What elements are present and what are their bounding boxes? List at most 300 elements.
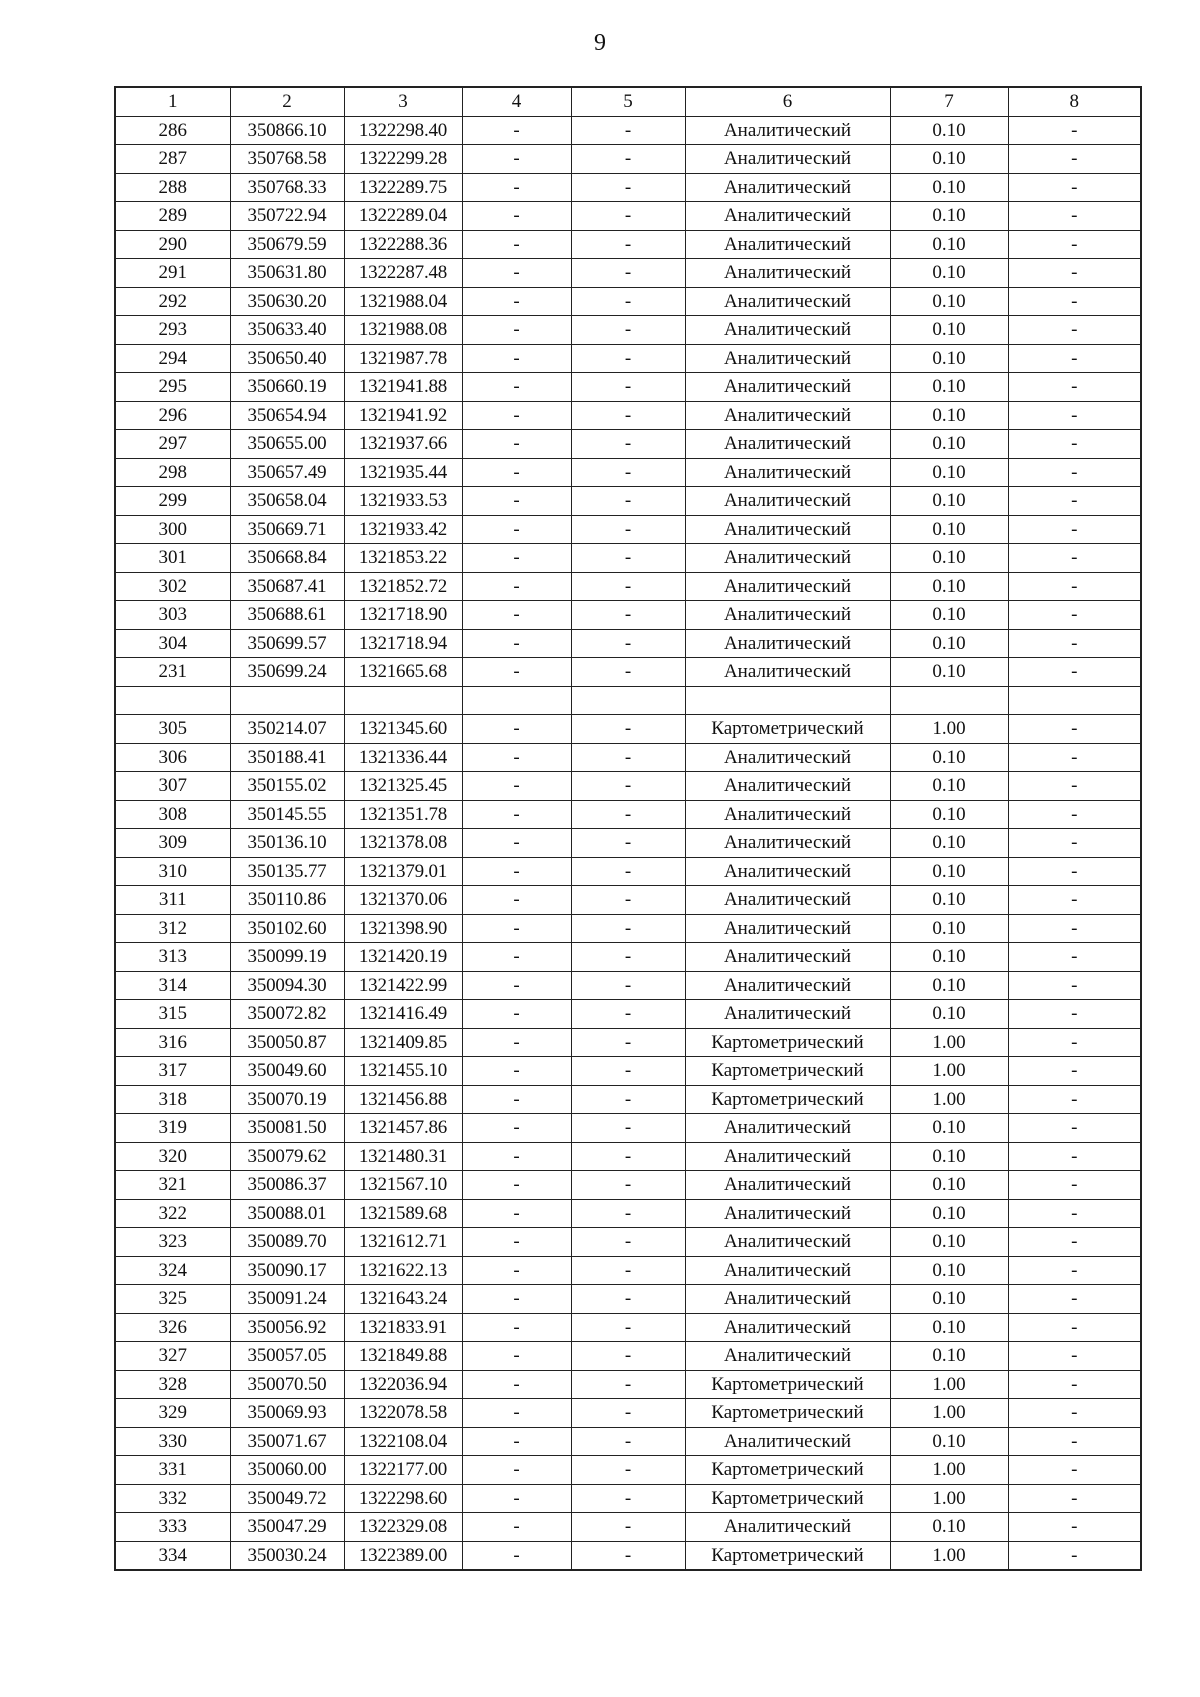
point-number-cell: 297 — [115, 430, 230, 459]
col5-cell: - — [571, 1142, 685, 1171]
x-coordinate-cell: 350188.41 — [230, 743, 344, 772]
col8-cell: - — [1008, 515, 1141, 544]
accuracy-cell: 0.10 — [890, 373, 1008, 402]
x-coordinate-cell: 350069.93 — [230, 1399, 344, 1428]
col4-cell: - — [462, 1484, 571, 1513]
x-coordinate-cell: 350660.19 — [230, 373, 344, 402]
x-coordinate-cell: 350099.19 — [230, 943, 344, 972]
table-row — [115, 800, 1141, 829]
col8-cell: - — [1008, 1484, 1141, 1513]
accuracy-cell: 0.10 — [890, 116, 1008, 145]
y-coordinate-cell: 1321988.04 — [344, 287, 462, 316]
col8-cell: - — [1008, 173, 1141, 202]
point-number-cell: 317 — [115, 1057, 230, 1086]
col4-cell: - — [462, 515, 571, 544]
x-coordinate-cell: 350102.60 — [230, 914, 344, 943]
point-number-cell: 293 — [115, 316, 230, 345]
accuracy-cell: 0.10 — [890, 458, 1008, 487]
col5-cell: - — [571, 772, 685, 801]
table-row — [115, 487, 1141, 516]
table-row — [115, 1199, 1141, 1228]
y-coordinate-cell: 1321378.08 — [344, 829, 462, 858]
accuracy-cell: 0.10 — [890, 173, 1008, 202]
x-coordinate-cell: 350657.49 — [230, 458, 344, 487]
col5-cell: - — [571, 1256, 685, 1285]
accuracy-cell: 0.10 — [890, 943, 1008, 972]
method-cell: Аналитический — [685, 1199, 890, 1228]
table-row — [115, 857, 1141, 886]
y-coordinate-cell: 1321457.86 — [344, 1114, 462, 1143]
col8-cell: - — [1008, 800, 1141, 829]
header-cell-7: 7 — [890, 87, 1008, 116]
y-coordinate-cell: 1321853.22 — [344, 544, 462, 573]
col5-cell: - — [571, 544, 685, 573]
y-coordinate-cell: 1321849.88 — [344, 1342, 462, 1371]
col4-cell: - — [462, 1028, 571, 1057]
y-coordinate-cell: 1321941.88 — [344, 373, 462, 402]
accuracy-cell: 1.00 — [890, 1028, 1008, 1057]
col4-cell: - — [462, 601, 571, 630]
method-cell: Аналитический — [685, 1000, 890, 1029]
col5-cell: - — [571, 1513, 685, 1542]
table-row — [115, 344, 1141, 373]
point-number-cell: 322 — [115, 1199, 230, 1228]
point-number-cell: 287 — [115, 145, 230, 174]
table-row — [115, 1342, 1141, 1371]
accuracy-cell: 0.10 — [890, 145, 1008, 174]
x-coordinate-cell: 350072.82 — [230, 1000, 344, 1029]
table-row — [115, 1142, 1141, 1171]
col4-cell: - — [462, 116, 571, 145]
col5-cell: - — [571, 971, 685, 1000]
method-cell: Аналитический — [685, 1285, 890, 1314]
y-coordinate-cell: 1321612.71 — [344, 1228, 462, 1257]
y-coordinate-cell — [344, 686, 462, 715]
x-coordinate-cell: 350214.07 — [230, 715, 344, 744]
x-coordinate-cell: 350071.67 — [230, 1427, 344, 1456]
col8-cell: - — [1008, 971, 1141, 1000]
x-coordinate-cell: 350070.50 — [230, 1370, 344, 1399]
table-row — [115, 1085, 1141, 1114]
col4-cell: - — [462, 1228, 571, 1257]
method-cell: Картометрический — [685, 1484, 890, 1513]
point-number-cell: 310 — [115, 857, 230, 886]
method-cell: Картометрический — [685, 1057, 890, 1086]
y-coordinate-cell: 1321480.31 — [344, 1142, 462, 1171]
x-coordinate-cell: 350049.72 — [230, 1484, 344, 1513]
col5-cell: - — [571, 1313, 685, 1342]
table-row — [115, 1456, 1141, 1485]
method-cell: Аналитический — [685, 430, 890, 459]
col5-cell: - — [571, 316, 685, 345]
col4-cell: - — [462, 772, 571, 801]
table-row — [115, 544, 1141, 573]
point-number-cell: 288 — [115, 173, 230, 202]
method-cell: Аналитический — [685, 316, 890, 345]
col8-cell: - — [1008, 1171, 1141, 1200]
y-coordinate-cell: 1321718.94 — [344, 629, 462, 658]
x-coordinate-cell — [230, 686, 344, 715]
x-coordinate-cell: 350679.59 — [230, 230, 344, 259]
x-coordinate-cell: 350050.87 — [230, 1028, 344, 1057]
x-coordinate-cell: 350086.37 — [230, 1171, 344, 1200]
col4-cell: - — [462, 316, 571, 345]
y-coordinate-cell: 1322288.36 — [344, 230, 462, 259]
method-cell: Картометрический — [685, 1370, 890, 1399]
header-cell-3: 3 — [344, 87, 462, 116]
method-cell: Аналитический — [685, 800, 890, 829]
table-row — [115, 971, 1141, 1000]
point-number-cell: 333 — [115, 1513, 230, 1542]
method-cell: Аналитический — [685, 202, 890, 231]
table-row — [115, 1427, 1141, 1456]
accuracy-cell: 0.10 — [890, 544, 1008, 573]
method-cell: Аналитический — [685, 401, 890, 430]
method-cell: Аналитический — [685, 1342, 890, 1371]
col8-cell: - — [1008, 1000, 1141, 1029]
col5-cell: - — [571, 1370, 685, 1399]
col5-cell: - — [571, 1456, 685, 1485]
x-coordinate-cell: 350688.61 — [230, 601, 344, 630]
x-coordinate-cell: 350768.33 — [230, 173, 344, 202]
method-cell: Аналитический — [685, 601, 890, 630]
col5-cell: - — [571, 401, 685, 430]
point-number-cell: 316 — [115, 1028, 230, 1057]
col8-cell: - — [1008, 145, 1141, 174]
method-cell: Аналитический — [685, 344, 890, 373]
y-coordinate-cell: 1321456.88 — [344, 1085, 462, 1114]
method-cell: Картометрический — [685, 1399, 890, 1428]
x-coordinate-cell: 350091.24 — [230, 1285, 344, 1314]
col5-cell: - — [571, 829, 685, 858]
accuracy-cell: 0.10 — [890, 914, 1008, 943]
col8-cell: - — [1008, 857, 1141, 886]
col5-cell: - — [571, 259, 685, 288]
x-coordinate-cell: 350155.02 — [230, 772, 344, 801]
accuracy-cell: 0.10 — [890, 344, 1008, 373]
col8-cell: - — [1008, 601, 1141, 630]
x-coordinate-cell: 350135.77 — [230, 857, 344, 886]
point-number-cell: 289 — [115, 202, 230, 231]
table-row — [115, 1114, 1141, 1143]
point-number-cell: 302 — [115, 572, 230, 601]
accuracy-cell: 1.00 — [890, 1456, 1008, 1485]
method-cell: Аналитический — [685, 1114, 890, 1143]
y-coordinate-cell: 1322078.58 — [344, 1399, 462, 1428]
accuracy-cell: 0.10 — [890, 971, 1008, 1000]
col4-cell: - — [462, 572, 571, 601]
x-coordinate-cell: 350110.86 — [230, 886, 344, 915]
x-coordinate-cell: 350650.40 — [230, 344, 344, 373]
col8-cell: - — [1008, 1285, 1141, 1314]
point-number-cell: 330 — [115, 1427, 230, 1456]
table-row — [115, 458, 1141, 487]
accuracy-cell: 1.00 — [890, 1399, 1008, 1428]
y-coordinate-cell: 1322287.48 — [344, 259, 462, 288]
col5-cell: - — [571, 173, 685, 202]
col8-cell: - — [1008, 287, 1141, 316]
accuracy-cell: 0.10 — [890, 230, 1008, 259]
col8-cell: - — [1008, 458, 1141, 487]
col4-cell: - — [462, 1285, 571, 1314]
col8-cell: - — [1008, 743, 1141, 772]
table-row — [115, 686, 1141, 715]
point-number-cell: 323 — [115, 1228, 230, 1257]
col8-cell: - — [1008, 116, 1141, 145]
y-coordinate-cell: 1321409.85 — [344, 1028, 462, 1057]
table-row — [115, 1028, 1141, 1057]
accuracy-cell: 0.10 — [890, 316, 1008, 345]
method-cell: Аналитический — [685, 971, 890, 1000]
y-coordinate-cell: 1321988.08 — [344, 316, 462, 345]
y-coordinate-cell: 1322298.40 — [344, 116, 462, 145]
col8-cell: - — [1008, 1513, 1141, 1542]
x-coordinate-cell: 350047.29 — [230, 1513, 344, 1542]
col4-cell: - — [462, 544, 571, 573]
point-number-cell: 327 — [115, 1342, 230, 1371]
col8-cell: - — [1008, 715, 1141, 744]
accuracy-cell: 0.10 — [890, 743, 1008, 772]
table-row — [115, 1313, 1141, 1342]
accuracy-cell: 0.10 — [890, 658, 1008, 687]
col4-cell: - — [462, 145, 571, 174]
point-number-cell: 321 — [115, 1171, 230, 1200]
point-number-cell: 295 — [115, 373, 230, 402]
x-coordinate-cell: 350136.10 — [230, 829, 344, 858]
y-coordinate-cell: 1322299.28 — [344, 145, 462, 174]
point-number-cell: 325 — [115, 1285, 230, 1314]
col8-cell: - — [1008, 1199, 1141, 1228]
accuracy-cell: 0.10 — [890, 629, 1008, 658]
method-cell: Аналитический — [685, 458, 890, 487]
x-coordinate-cell: 350081.50 — [230, 1114, 344, 1143]
col4-cell: - — [462, 1199, 571, 1228]
y-coordinate-cell: 1321622.13 — [344, 1256, 462, 1285]
table-row — [115, 1228, 1141, 1257]
col4-cell: - — [462, 344, 571, 373]
accuracy-cell: 1.00 — [890, 1484, 1008, 1513]
col4-cell: - — [462, 401, 571, 430]
col8-cell: - — [1008, 886, 1141, 915]
y-coordinate-cell: 1321455.10 — [344, 1057, 462, 1086]
col8-cell: - — [1008, 829, 1141, 858]
point-number-cell: 318 — [115, 1085, 230, 1114]
y-coordinate-cell: 1321398.90 — [344, 914, 462, 943]
x-coordinate-cell: 350090.17 — [230, 1256, 344, 1285]
col8-cell: - — [1008, 1114, 1141, 1143]
y-coordinate-cell: 1322036.94 — [344, 1370, 462, 1399]
table-row — [115, 1399, 1141, 1428]
x-coordinate-cell: 350089.70 — [230, 1228, 344, 1257]
accuracy-cell: 0.10 — [890, 1313, 1008, 1342]
y-coordinate-cell: 1321567.10 — [344, 1171, 462, 1200]
col4-cell: - — [462, 1513, 571, 1542]
y-coordinate-cell: 1321937.66 — [344, 430, 462, 459]
y-coordinate-cell: 1321325.45 — [344, 772, 462, 801]
table-row — [115, 287, 1141, 316]
col8-cell: - — [1008, 914, 1141, 943]
point-number-cell: 290 — [115, 230, 230, 259]
y-coordinate-cell: 1321336.44 — [344, 743, 462, 772]
col5-cell: - — [571, 344, 685, 373]
point-number-cell: 320 — [115, 1142, 230, 1171]
point-number-cell: 291 — [115, 259, 230, 288]
method-cell: Картометрический — [685, 1028, 890, 1057]
col5-cell: - — [571, 601, 685, 630]
method-cell: Аналитический — [685, 1142, 890, 1171]
point-number-cell: 311 — [115, 886, 230, 915]
table-row — [115, 202, 1141, 231]
col8-cell: - — [1008, 1256, 1141, 1285]
x-coordinate-cell: 350079.62 — [230, 1142, 344, 1171]
coordinates-table — [114, 86, 1142, 1571]
col4-cell: - — [462, 971, 571, 1000]
x-coordinate-cell: 350145.55 — [230, 800, 344, 829]
header-cell-1: 1 — [115, 87, 230, 116]
table-row — [115, 145, 1141, 174]
x-coordinate-cell: 350658.04 — [230, 487, 344, 516]
x-coordinate-cell: 350722.94 — [230, 202, 344, 231]
accuracy-cell: 1.00 — [890, 1085, 1008, 1114]
method-cell: Аналитический — [685, 544, 890, 573]
col4-cell: - — [462, 1057, 571, 1086]
col8-cell: - — [1008, 1142, 1141, 1171]
col4-cell: - — [462, 1370, 571, 1399]
col4-cell: - — [462, 1456, 571, 1485]
col5-cell: - — [571, 857, 685, 886]
point-number-cell: 313 — [115, 943, 230, 972]
x-coordinate-cell: 350669.71 — [230, 515, 344, 544]
col4-cell: - — [462, 1085, 571, 1114]
col5-cell: - — [571, 515, 685, 544]
y-coordinate-cell: 1322108.04 — [344, 1427, 462, 1456]
point-number-cell: 231 — [115, 658, 230, 687]
point-number-cell: 326 — [115, 1313, 230, 1342]
x-coordinate-cell: 350630.20 — [230, 287, 344, 316]
accuracy-cell: 0.10 — [890, 1256, 1008, 1285]
y-coordinate-cell: 1321941.92 — [344, 401, 462, 430]
col5-cell: - — [571, 487, 685, 516]
x-coordinate-cell: 350030.24 — [230, 1541, 344, 1570]
y-coordinate-cell: 1321589.68 — [344, 1199, 462, 1228]
y-coordinate-cell: 1321852.72 — [344, 572, 462, 601]
method-cell: Аналитический — [685, 572, 890, 601]
point-number-cell: 328 — [115, 1370, 230, 1399]
col8-cell: - — [1008, 401, 1141, 430]
method-cell: Картометрический — [685, 1541, 890, 1570]
col5-cell: - — [571, 1085, 685, 1114]
header-cell-6: 6 — [685, 87, 890, 116]
col4-cell: - — [462, 173, 571, 202]
point-number-cell: 296 — [115, 401, 230, 430]
col8-cell — [1008, 686, 1141, 715]
col5-cell: - — [571, 1028, 685, 1057]
point-number-cell: 300 — [115, 515, 230, 544]
y-coordinate-cell: 1322298.60 — [344, 1484, 462, 1513]
table-row — [115, 1171, 1141, 1200]
table-body — [115, 116, 1141, 1570]
accuracy-cell: 0.10 — [890, 287, 1008, 316]
accuracy-cell: 0.10 — [890, 1114, 1008, 1143]
y-coordinate-cell: 1321665.68 — [344, 658, 462, 687]
method-cell: Картометрический — [685, 1085, 890, 1114]
table-row — [115, 1541, 1141, 1570]
col5-cell: - — [571, 1228, 685, 1257]
table-row — [115, 430, 1141, 459]
table-row — [115, 401, 1141, 430]
point-number-cell: 305 — [115, 715, 230, 744]
method-cell: Аналитический — [685, 658, 890, 687]
point-number-cell — [115, 686, 230, 715]
table-row — [115, 829, 1141, 858]
x-coordinate-cell: 350687.41 — [230, 572, 344, 601]
method-cell: Аналитический — [685, 173, 890, 202]
table-row — [115, 230, 1141, 259]
header-cell-5: 5 — [571, 87, 685, 116]
accuracy-cell: 0.10 — [890, 401, 1008, 430]
col4-cell: - — [462, 373, 571, 402]
x-coordinate-cell: 350060.00 — [230, 1456, 344, 1485]
col8-cell: - — [1008, 259, 1141, 288]
x-coordinate-cell: 350866.10 — [230, 116, 344, 145]
method-cell: Аналитический — [685, 914, 890, 943]
point-number-cell: 308 — [115, 800, 230, 829]
col4-cell: - — [462, 458, 571, 487]
point-number-cell: 324 — [115, 1256, 230, 1285]
accuracy-cell: 0.10 — [890, 1142, 1008, 1171]
col8-cell: - — [1008, 1057, 1141, 1086]
method-cell — [685, 686, 890, 715]
page-number: 9 — [594, 30, 606, 56]
accuracy-cell: 0.10 — [890, 1342, 1008, 1371]
point-number-cell: 307 — [115, 772, 230, 801]
method-cell: Аналитический — [685, 259, 890, 288]
y-coordinate-cell: 1322177.00 — [344, 1456, 462, 1485]
point-number-cell: 319 — [115, 1114, 230, 1143]
col5-cell: - — [571, 202, 685, 231]
col4-cell: - — [462, 430, 571, 459]
table-header — [115, 87, 1141, 116]
y-coordinate-cell: 1321935.44 — [344, 458, 462, 487]
accuracy-cell: 0.10 — [890, 1228, 1008, 1257]
col4-cell — [462, 686, 571, 715]
accuracy-cell: 0.10 — [890, 572, 1008, 601]
col5-cell: - — [571, 116, 685, 145]
col4-cell: - — [462, 658, 571, 687]
col5-cell: - — [571, 886, 685, 915]
col8-cell: - — [1008, 1370, 1141, 1399]
y-coordinate-cell: 1321422.99 — [344, 971, 462, 1000]
accuracy-cell: 1.00 — [890, 715, 1008, 744]
col5-cell: - — [571, 430, 685, 459]
col4-cell: - — [462, 743, 571, 772]
y-coordinate-cell: 1321987.78 — [344, 344, 462, 373]
col4-cell: - — [462, 1114, 571, 1143]
y-coordinate-cell: 1322289.75 — [344, 173, 462, 202]
header-row — [115, 87, 1141, 116]
y-coordinate-cell: 1321379.01 — [344, 857, 462, 886]
x-coordinate-cell: 350088.01 — [230, 1199, 344, 1228]
col5-cell: - — [571, 914, 685, 943]
x-coordinate-cell: 350654.94 — [230, 401, 344, 430]
col5-cell — [571, 686, 685, 715]
col8-cell: - — [1008, 1028, 1141, 1057]
method-cell: Картометрический — [685, 1456, 890, 1485]
col4-cell: - — [462, 943, 571, 972]
point-number-cell: 314 — [115, 971, 230, 1000]
table-row — [115, 515, 1141, 544]
y-coordinate-cell: 1321351.78 — [344, 800, 462, 829]
